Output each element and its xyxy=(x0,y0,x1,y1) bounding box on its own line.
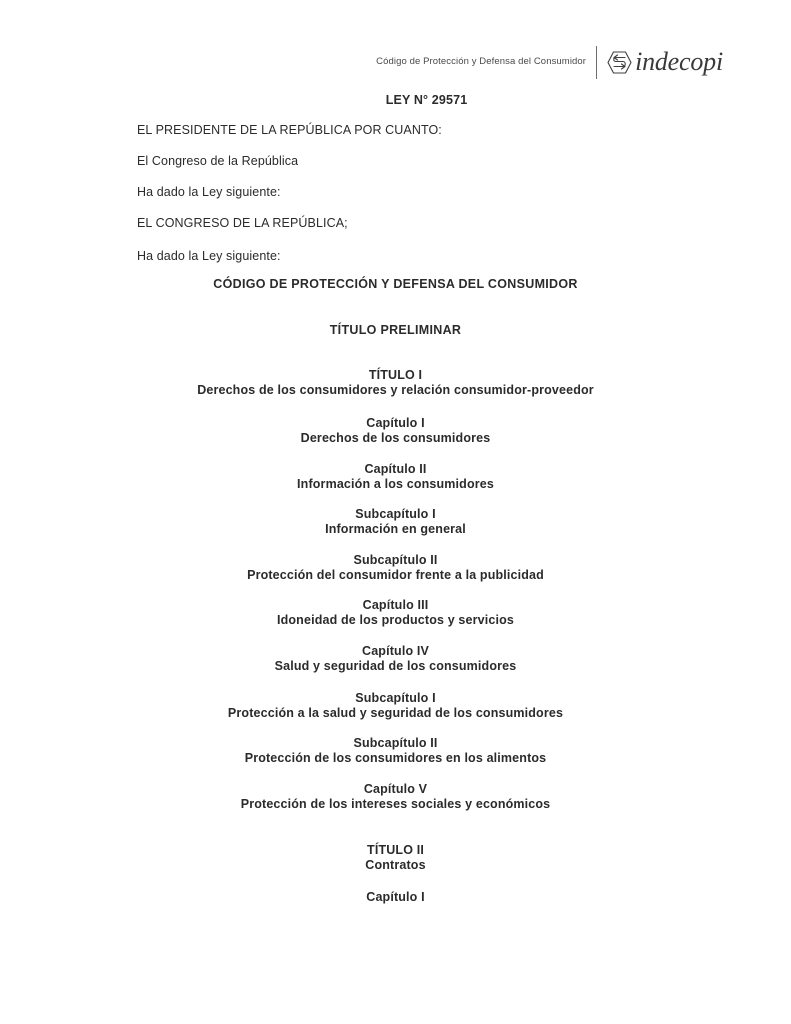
section-heading: Capítulo III xyxy=(362,598,429,612)
section-capitulo-i xyxy=(0,416,791,445)
section-subheading: Protección de los intereses sociales y económicos xyxy=(240,796,551,811)
section-capitulo-ii xyxy=(0,462,791,491)
section-subcapitulo-i-salud xyxy=(0,691,791,720)
section-heading: Capítulo II xyxy=(364,462,427,476)
indecopi-hexagon-icon xyxy=(606,50,633,75)
section-capitulo-iv xyxy=(0,644,791,673)
section-subheading: Derechos de los consumidores y relación consumidor-proveedor xyxy=(197,382,594,397)
section-heading: Capítulo V xyxy=(363,782,428,796)
law-number: LEY N° 29571 xyxy=(385,93,468,107)
section-capitulo-i-contratos xyxy=(0,890,791,905)
section-subheading: Salud y seguridad de los consumidores xyxy=(274,658,517,673)
header-caption: Código de Protección y Defensa del Consumidor xyxy=(376,56,587,68)
section-capitulo-v xyxy=(0,782,791,811)
preamble-line-hadado-1: Ha dado la Ley siguiente: xyxy=(137,185,281,199)
section-heading: Capítulo IV xyxy=(362,644,429,658)
section-subcapitulo-i-informacion xyxy=(0,507,791,536)
section-heading: Subcapítulo II xyxy=(353,553,438,567)
indecopi-logo xyxy=(597,49,723,75)
section-subcapitulo-ii-alimentos xyxy=(0,736,791,765)
section-titulo-i xyxy=(0,368,791,397)
preamble-line-congress-caps: EL CONGRESO DE LA REPÚBLICA; xyxy=(137,216,348,230)
section-heading: Capítulo I xyxy=(366,416,425,430)
section-heading: Subcapítulo I xyxy=(355,507,436,521)
section-titulo-ii xyxy=(0,843,791,872)
section-capitulo-iii xyxy=(0,598,791,627)
section-subheading: Protección a la salud y seguridad de los consumidores xyxy=(227,705,564,720)
section-subheading: Información en general xyxy=(325,521,466,536)
section-heading: Capítulo I xyxy=(366,890,425,904)
document-header xyxy=(376,44,723,80)
preliminary-title: TÍTULO PRELIMINAR xyxy=(329,323,462,337)
section-subheading: Protección de los consumidores en los alimentos xyxy=(244,750,547,765)
section-heading: TÍTULO II xyxy=(367,843,424,857)
section-subheading: Contratos xyxy=(365,857,426,872)
preamble-line-president: EL PRESIDENTE DE LA REPÚBLICA POR CUANTO: xyxy=(137,123,442,137)
section-heading: Subcapítulo I xyxy=(355,691,436,705)
preamble-line-hadado-2: Ha dado la Ley siguiente: xyxy=(137,249,281,263)
preliminary-title-block xyxy=(0,323,791,338)
section-subheading: Idoneidad de los productos y servicios xyxy=(276,612,514,627)
main-title-block xyxy=(0,277,791,292)
section-subheading: Derechos de los consumidores xyxy=(300,430,491,445)
section-subcapitulo-ii-publicidad xyxy=(0,553,791,582)
section-subheading: Protección del consumidor frente a la publicidad xyxy=(247,567,544,582)
section-subheading: Información a los consumidores xyxy=(297,476,494,491)
page-title: CÓDIGO DE PROTECCIÓN Y DEFENSA DEL CONSUMIDOR xyxy=(213,277,578,291)
indecopi-wordmark: indecopi xyxy=(635,47,723,76)
section-heading: Subcapítulo II xyxy=(353,736,438,750)
preamble-line-congress: El Congreso de la República xyxy=(137,154,299,168)
section-heading: TÍTULO I xyxy=(368,368,423,382)
